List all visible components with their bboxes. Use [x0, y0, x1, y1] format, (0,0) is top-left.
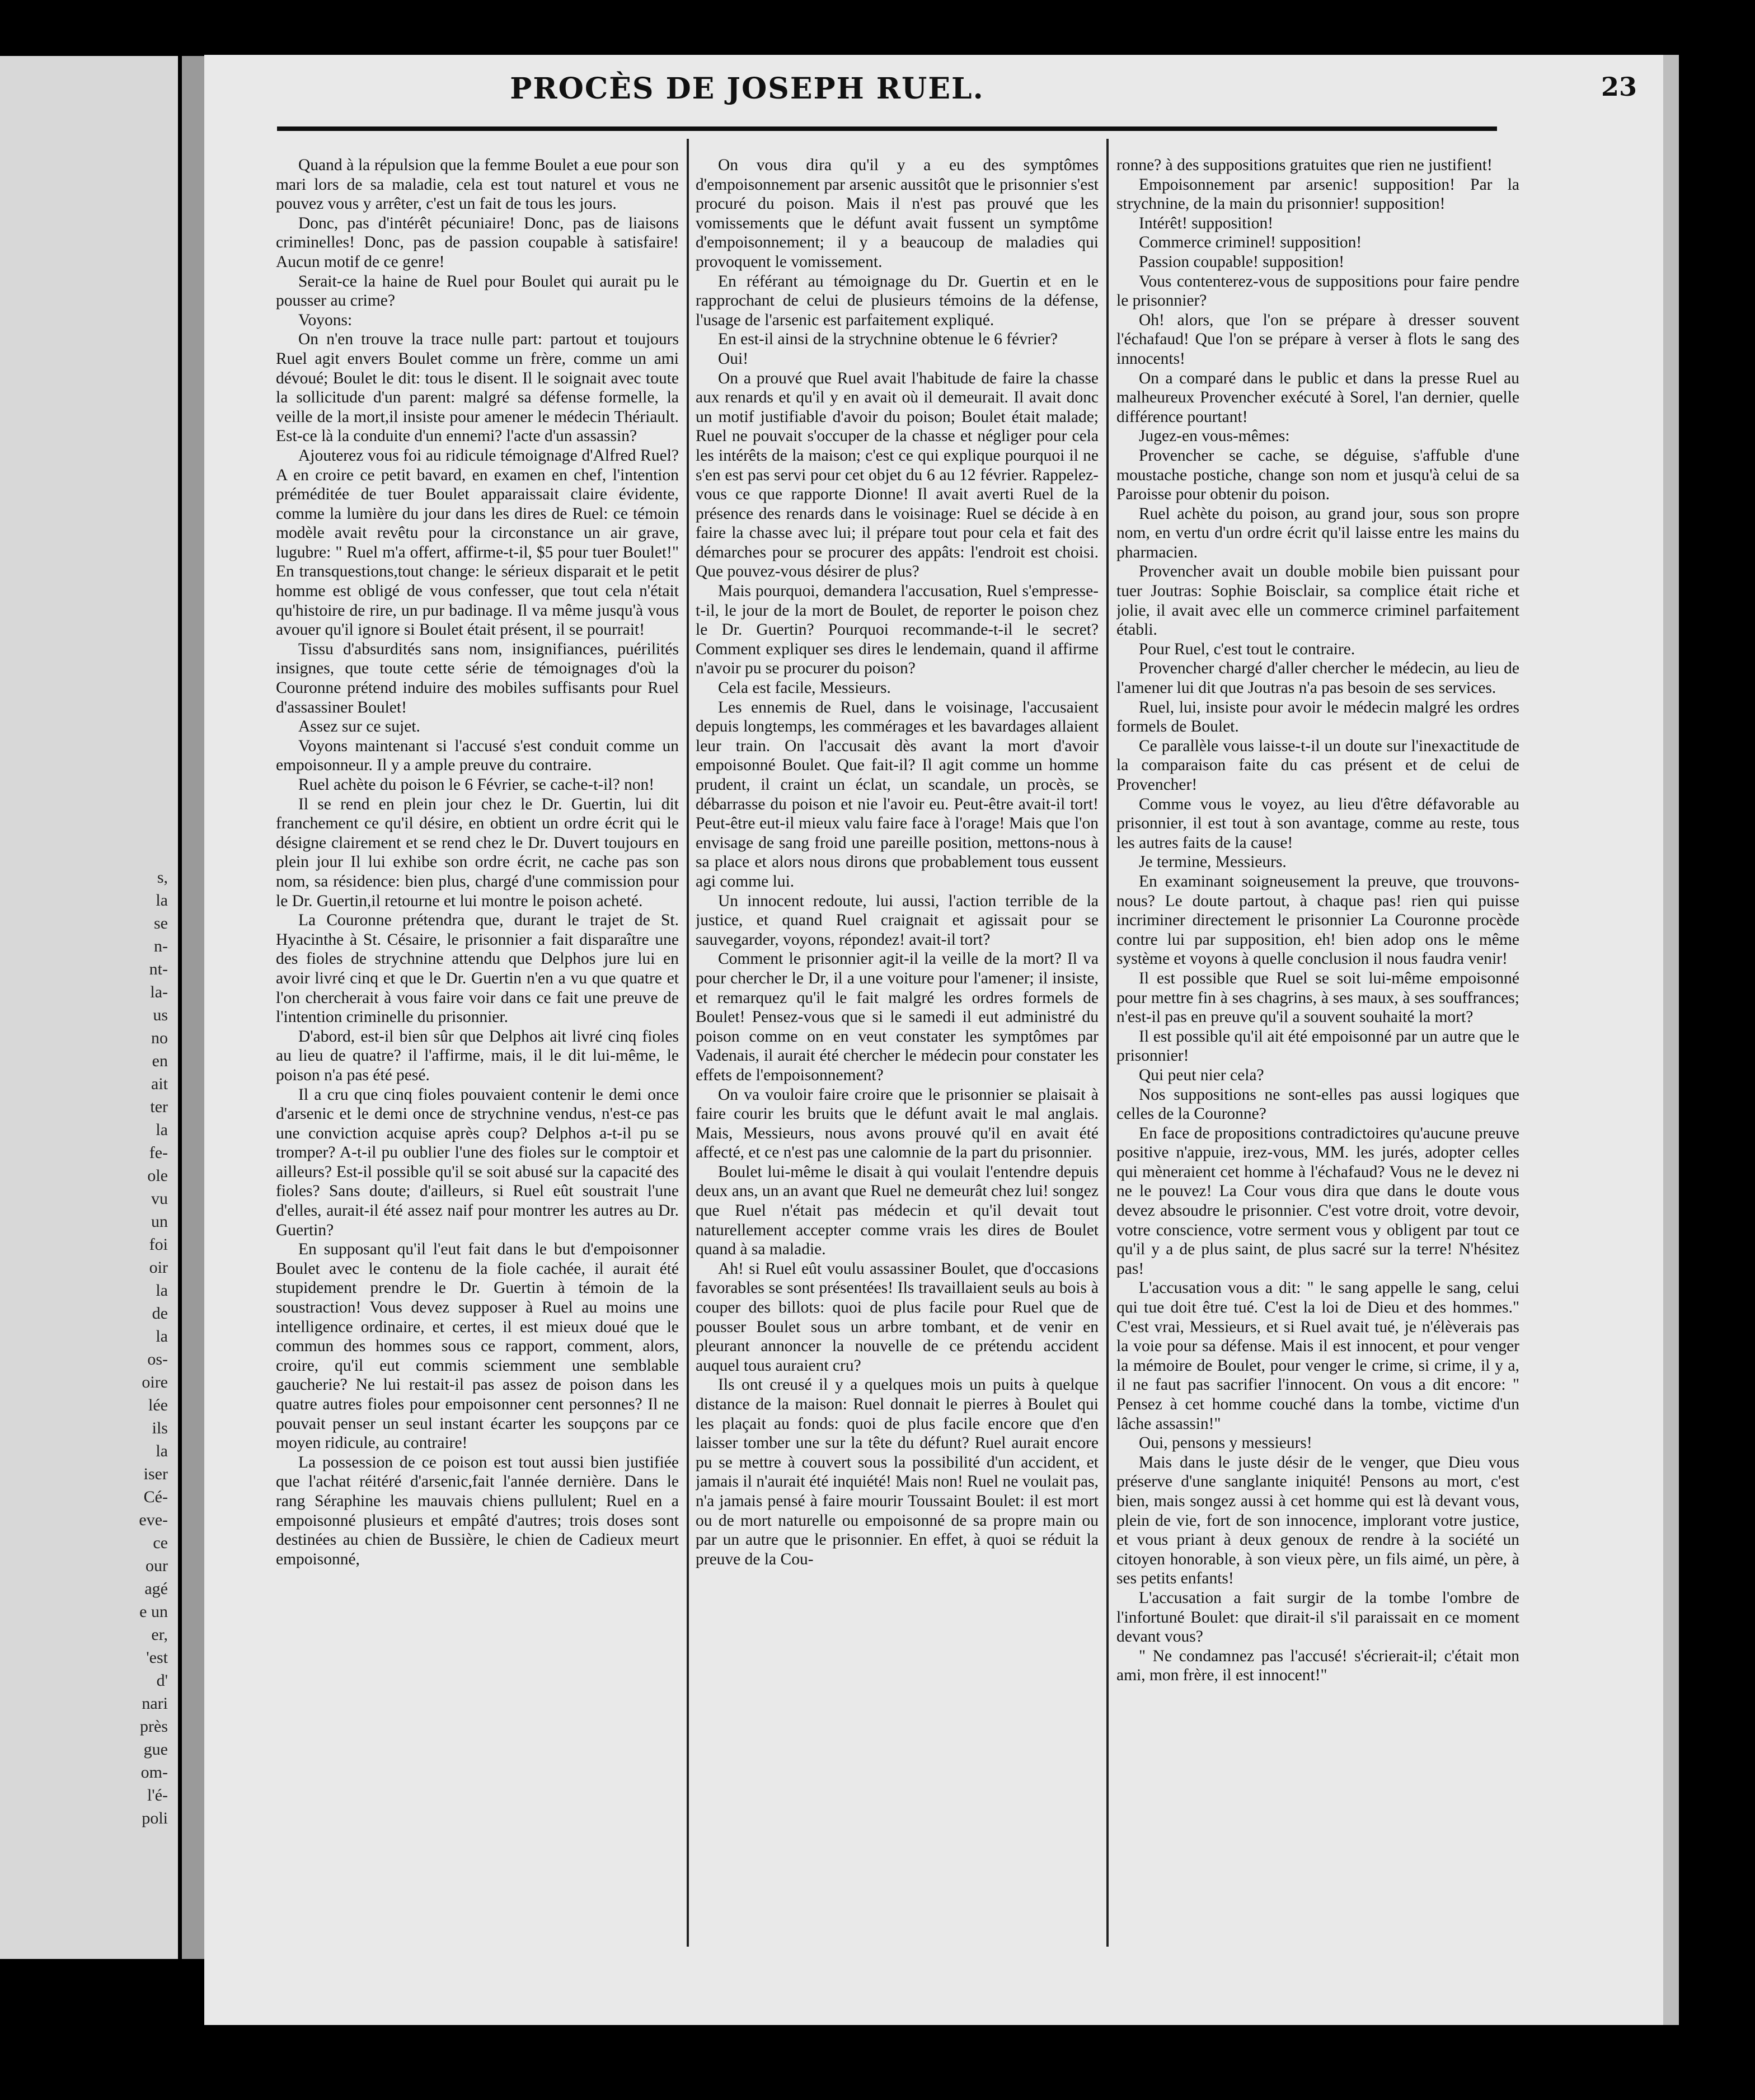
paragraph: La Couronne prétendra que, durant le trajet de St. Hyacinthe à St. Césaire, le prisonnier a fait disparaître une des fioles de strychnine attendu que Delphos jure lui en avoir livré cinq et que le Dr. Guertin n'en a vu que quatre et l'on chercherait à vous faire voir dans ce fait une preuve de l'intention criminelle du prisonnier.: [276, 911, 679, 1026]
paragraph: Oui!: [718, 349, 749, 368]
paragraph: Commerce criminel! supposition!: [1139, 233, 1362, 252]
left-page-fragment: près: [140, 1717, 168, 1736]
column-divider: [1106, 139, 1109, 1947]
paragraph: Intérêt! supposition!: [1139, 214, 1274, 232]
paragraph: Comment le prisonnier agit-il la veille de la mort? Il va pour chercher le Dr, il a une voiture pour l'amener; il insiste, et remarquez qu'il le fait malgré les ordres formels de Boulet! Pensez-vous que si le samedi il eut administré du poison comme on en veut constater les symptômes par Vadenais, il aurait été chercher le médecin pour constater les effets de l'empoisonnement?: [696, 950, 1099, 1084]
page-spine: [182, 56, 204, 1959]
left-page-fragment: ter: [150, 1098, 168, 1116]
left-page-fragment: un: [151, 1212, 168, 1231]
left-page-fragment: gue: [143, 1740, 168, 1759]
paragraph: En face de propositions contradictoires qu'aucune preuve positive n'appuie, irez-vous, MM. les jurés, adopter celles qui mèneraient cet homme à l'échafaud? Vous ne le devez ni ne le pouvez! La Cour vous dira que dans le doute vous devez absoudre le prisonnier. C'est votre droit, votre devoir, votre conscience, votre serment vous y obligent par tout ce qu'il y a de plus saint, de plus sacré sur la terre! N'hésitez pas!: [1116, 1124, 1519, 1278]
left-page-fragment: ils: [152, 1419, 168, 1437]
paragraph: Ajouterez vous foi au ridicule témoignage d'Alfred Ruel? A en croire ce petit bavard, en examen en chef, l'intention préméditée de tuer Boulet apparaissait claire évidente, comme la lumière du jour dans les dires de Ruel: ce témoin modèle avait revêtu pour la circonstance un air grave, lugubre: " Ruel m'a offert, affirme-t-il, $5 pour tuer Boulet!" En transquestions,tout change: le sérieux disparait et le petit homme est obligé de vous confesser, que tout cela n'était qu'histoire de rire, un pur badinage. Il va même jusqu'à vous avouer qu'il ignore si Boulet était présent, il se pourrait!: [276, 446, 679, 639]
paragraph: Ruel achète du poison le 6 Février, se cache-t-il? non!: [298, 776, 655, 794]
left-page-fragment: oire: [142, 1373, 168, 1391]
paragraph: Quand à la répulsion que la femme Boulet a eue pour son mari lors de sa maladie, cela est tout naturel et vous ne pouvez vous y arrêter, c'est un fait de tous les jours.: [276, 156, 679, 213]
left-page-fragment: er,: [151, 1625, 168, 1644]
paragraph: En référant au témoignage du Dr. Guertin et en le rapprochant de celui de plusieurs témoins de la défense, l'usage de l'arsenic est parfaitement expliqué.: [696, 272, 1099, 329]
left-page-fragment: eve-: [139, 1511, 168, 1529]
left-page-fragment: la: [156, 1442, 168, 1460]
paragraph: On n'en trouve la trace nulle part: partout et toujours Ruel agit envers Boulet comme un frère, comme un ami dévoué; Boulet le dit: tous le disent. Il le soignait avec toute la sollicitude d'un parent: malgré sa défense formelle, la veille de la mort,il insiste pour amener le médecin Thériault. Est-ce là la conduite d'un ennemi? l'acte d'un assassin?: [276, 330, 679, 446]
left-page-fragment: no: [151, 1029, 168, 1047]
paragraph: ronne? à des suppositions gratuites que rien ne justifient!: [1116, 156, 1493, 174]
paragraph: Voyons maintenant si l'accusé s'est conduit comme un empoisonneur. Il y a ample preuve du contraire.: [276, 737, 679, 775]
left-page-fragment: oir: [149, 1258, 168, 1277]
paragraph: Voyons:: [298, 311, 353, 329]
paragraph: Mais dans le juste désir de le venger, que Dieu vous préserve d'une sanglante iniquité! Pensons au mort, c'est bien, mais songez aussi à cet homme qui est là devant vous, plein de vie, fort de son innocence, implorant votre justice, et vous priant à deux genoux de rendre à la société un citoyen honorable, à son vieux père, un fils aimé, un père, à ses petits enfants!: [1116, 1453, 1519, 1588]
paragraph: D'abord, est-il bien sûr que Delphos ait livré cinq fioles au lieu de quatre? il l'affirme, mais, il le dit lui-même, le poison n'a pas été pesé.: [276, 1027, 679, 1084]
paragraph: Provencher avait un double mobile bien puissant pour tuer Joutras: Sophie Boisclair, sa complice était riche et jolie, il avait avec elle un commerce criminel parfaitement établi.: [1116, 562, 1519, 639]
left-page-fragment: la: [156, 1327, 168, 1346]
page-number: 23: [1601, 72, 1637, 102]
left-page-fragment: foi: [149, 1235, 168, 1254]
running-title: PROCÈS DE JOSEPH RUEL.: [510, 72, 984, 106]
left-page-fragment: n-: [154, 937, 168, 955]
left-page-fragment: agé: [144, 1579, 168, 1598]
left-page-fragment: Cé-: [143, 1488, 168, 1506]
left-page-fragment: fe-: [149, 1143, 168, 1162]
paragraph: Provencher se cache, se déguise, s'affuble d'une moustache postiche, change son nom et jusqu'à celui de sa Paroisse pour obtenir du poison.: [1116, 446, 1519, 504]
left-page-fragment: ce: [153, 1534, 168, 1552]
paragraph: La possession de ce poison est tout aussi bien justifiée que l'achat réitéré d'arsenic,fait l'année dernière. Dans le rang Séraphine les mauvais chiens pullulent; Ruel en a empoisonné plusieurs et empâté d'autres; trois doses sont destinées au chien de Bussière, le chien de Cadieux meurt empoisonné,: [276, 1453, 679, 1568]
paragraph: Empoisonnement par arsenic! supposition! Par la strychnine, de la main du prisonnier! supposition!: [1116, 175, 1519, 213]
paragraph: On va vouloir faire croire que le prisonnier se plaisait à faire courir les bruits que le défunt avait le mal anglais. Mais, Messieurs, nous avons prouvé qu'il en avait été affecté, et ce n'est pas une calomnie de la part du prisonnier.: [696, 1085, 1099, 1162]
header-rule: [277, 126, 1497, 131]
paragraph: Il est possible qu'il ait été empoisonné par un autre que le prisonnier!: [1116, 1027, 1519, 1065]
paragraph: En examinant soigneusement la preuve, que trouvons-nous? Le doute partout, à chaque pas! rien qui puisse incriminer directement le prisonnier La Couronne procède contre lui par supposition, eh! bien adop ons le même système et voyons à quelle conclusion il nous faudra venir!: [1116, 872, 1519, 968]
paragraph: L'accusation vous a dit: " le sang appelle le sang, celui qui tue doit être tué. C'est la loi de Dieu et des hommes." C'est vrai, Messieurs, et si Ruel avait tué, je n'élèverais pas la voie pour sa défense. Mais il est innocent, et pour venger la mémoire de Boulet, pour venger le crime, si crime, il y a, il ne faut pas sacrifier l'innocent. On vous a dit encore: " Pensez à cet homme couché dans la tombe, victime d'un lâche assassin!": [1116, 1279, 1519, 1433]
paragraph: Ruel achète du poison, au grand jour, sous son propre nom, en vertu d'un ordre écrit qu'il laisse entre les mains du pharmacien.: [1116, 504, 1519, 561]
paragraph: En est-il ainsi de la strychnine obtenue le 6 février?: [718, 330, 1058, 349]
paragraph: Il se rend en plein jour chez le Dr. Guertin, lui dit franchement ce qu'il désire, en obtient un ordre écrit qui le désigne clairement et se rend chez le Dr. Duvert toujours en plein jour Il lui exhibe son ordre écrit, ne cache pas son nom, sa résidence: bien plus, chargé d'une commission pour le Dr. Guertin,il retourne et lui montre le poison acheté.: [276, 795, 679, 910]
paragraph: Les ennemis de Ruel, dans le voisinage, l'accusaient depuis longtemps, les commérages et les bavardages allaient leur train. On l'accusait dès avant la mort d'avoir empoisonné Boulet. Que fait-il? Il agit comme un homme prudent, il craint un éclat, un scandale, un procès, se débarrasse du poison et nie l'avoir eu. Peut-être avait-il tort! Peut-être eut-il mieux valu faire face à l'orage! Mais que l'on envisage de sang froid une pareille position, mettons-nous à sa place et alors nous dirons que probablement tous eussent agi comme lui.: [696, 698, 1099, 890]
left-page-fragment: lée: [148, 1396, 168, 1414]
paragraph: Ce parallèle vous laisse-t-il un doute sur l'inexactitude de la comparaison faite du cas présent et de celui de Provencher!: [1116, 737, 1519, 794]
left-page-edge: [0, 56, 178, 1959]
paragraph: Jugez-en vous-mêmes:: [1139, 427, 1290, 446]
paragraph: Donc, pas d'intérêt pécuniaire! Donc, pas de liaisons criminelles! Donc, pas de passion coupable à satisfaire! Aucun motif de ce genre!: [276, 214, 679, 271]
paragraph: Cela est facile, Messieurs.: [718, 679, 891, 697]
paragraph: En supposant qu'il l'eut fait dans le but d'empoisonner Boulet avec le contenu de la fiole cachée, il aurait été stupidement prendre le Dr. Guertin à témoin de la soustraction! Vous devez supposer à Ruel au moins une intelligence ordinaire, et certes, il est mieux doué que le commun des hommes sous ce rapport, comment, alors, croire, qu'il eut commis sciemment une semblable gaucherie? Ne lui restait-il pas assez de poison dans les quatre autres fioles pour empoisonner cent personnes? Il ne pouvait penser un seul instant écarter les soupçons par ce moyen ridicule, au contraire!: [276, 1240, 679, 1452]
paragraph: Nos suppositions ne sont-elles pas aussi logiques que celles de la Couronne?: [1116, 1085, 1519, 1123]
paragraph: Je termine, Messieurs.: [1139, 853, 1287, 871]
paragraph: Ruel, lui, insiste pour avoir le médecin malgré les ordres formels de Boulet.: [1116, 698, 1519, 736]
paragraph: Il a cru que cinq fioles pouvaient contenir le demi once d'arsenic et le demi once de strychnine vendus, n'est-ce pas une conviction acquise après coup? Delphos a-t-il pu se tromper? A-t-il pu oublier l'une des fioles sur le comptoir et ailleurs? Est-il possible qu'il se soit abusé sur la capacité des fioles? Sans doute; d'ailleurs, si Ruel eût soustrait l'une d'elles, aurait-il été assez naif pour montrer les autres au Dr. Guertin?: [276, 1085, 679, 1239]
column-2: [696, 156, 1099, 1975]
left-page-fragment: s,: [157, 868, 168, 887]
left-page-fragment: la: [156, 1121, 168, 1139]
column-1: [276, 156, 679, 1975]
paragraph: Mais pourquoi, demandera l'accusation, Ruel s'empresse-t-il, le jour de la mort de Boulet, de reporter le poison chez le Dr. Guertin? Pourquoi recommande-t-il le secret? Comment expliquer ses dires le lendemain, quand il affirme n'avoir pu se procurer du poison?: [696, 582, 1099, 678]
left-page-fragment: our: [146, 1557, 168, 1575]
left-page-fragment: us: [153, 1006, 168, 1024]
left-page-fragment: poli: [142, 1809, 168, 1827]
page-right-edge: [1663, 55, 1679, 2025]
paragraph: Vous contenterez-vous de suppositions pour faire pendre le prisonnier?: [1116, 272, 1519, 310]
paragraph: Tissu d'absurdités sans nom, insignifiances, puérilités insignes, que toute cette série de témoignages d'où la Couronne prétend induire des mobiles suffisants pour Ruel d'assassiner Boulet!: [276, 640, 679, 716]
paragraph: Assez sur ce sujet.: [298, 718, 420, 736]
left-page-fragment: nari: [142, 1694, 168, 1713]
left-page-fragment: la: [156, 1281, 168, 1300]
left-page-fragment: la-: [150, 983, 168, 1001]
paragraph: Boulet lui-même le disait à qui voulait l'entendre depuis deux ans, un an avant que Ruel ne demeurât chez lui! songez que Ruel n'était pas médecin et qu'il devait tout naturellement accepter comme vrais les dires de Boulet quand à sa maladie.: [696, 1162, 1099, 1259]
column-3: [1116, 156, 1519, 1975]
left-page-fragment: ole: [147, 1166, 168, 1185]
left-page-fragment: os-: [147, 1350, 168, 1368]
paragraph: Pour Ruel, c'est tout le contraire.: [1139, 640, 1355, 658]
column-divider: [687, 139, 689, 1947]
paragraph: Provencher chargé d'aller chercher le médecin, au lieu de l'amener lui dit que Joutras n'a pas besoin de ses services.: [1116, 659, 1519, 697]
page: [204, 55, 1679, 2025]
left-page-fragment: iser: [143, 1465, 168, 1483]
left-page-fragment: la: [156, 891, 168, 910]
left-page-fragment: en: [152, 1052, 168, 1070]
paragraph: Comme vous le voyez, au lieu d'être défavorable au prisonnier, il est tout à son avantage, comme au reste, tous les autres faits de la cause!: [1116, 795, 1519, 852]
paragraph: L'accusation a fait surgir de la tombe l'ombre de l'infortuné Boulet: que dirait-il s'il paraissait en ce moment devant vous?: [1116, 1588, 1519, 1646]
left-page-fragment: vu: [151, 1189, 168, 1208]
left-page-fragment: 'est: [146, 1648, 168, 1667]
left-page-fragment: om-: [140, 1763, 168, 1782]
paragraph: On a prouvé que Ruel avait l'habitude de faire la chasse aux renards et qu'il y en avait où il demeurait. Il avait donc un motif justifiable d'avoir du poison; Boulet était malade; Ruel ne pouvait s'occuper de la chasse et négliger pour cela les intérêts de la maison; c'est ce qui explique pourquoi il ne s'en est pas servi pour cet objet du 6 au 12 février. Rappelez-vous ce que rapporte Dionne! Il avait averti Ruel de la présence des renards dans le voisinage: Ruel se décide à en faire la chasse avec lui; il prépare tout pour cela et fait des démarches pour se procurer des appâts: l'endroit est choisi. Que pouvez-vous désirer de plus?: [696, 369, 1099, 581]
paragraph: Ah! si Ruel eût voulu assassiner Boulet, que d'occasions favorables se sont présentées! Ils travaillaient seuls au bois à couper des billots: quoi de plus facile pour Ruel que de pousser Boulet sous un arbre tombant, et de venir en pleurant annoncer la nouvelle de ce prétendu accident auquel tous auraient cru?: [696, 1259, 1099, 1375]
left-page-fragment: se: [154, 914, 168, 932]
paragraph: On a comparé dans le public et dans la presse Ruel au malheureux Provencher exécuté à Sorel, l'an dernier, quelle différence pourtant!: [1116, 369, 1519, 426]
paragraph: Passion coupable! supposition!: [1139, 252, 1345, 271]
left-page-fragment: e un: [139, 1602, 168, 1621]
paragraph: Serait-ce la haine de Ruel pour Boulet qui aurait pu le pousser au crime?: [276, 272, 679, 310]
left-page-fragment: de: [152, 1304, 168, 1323]
left-page-fragment: ait: [151, 1075, 168, 1093]
paragraph: Il est possible que Ruel se soit lui-même empoisonné pour mettre fin à ses chagrins, à ses maux, à ses souffrances; n'est-il pas en preuve qu'il a souvent souhaité la mort?: [1116, 969, 1519, 1026]
paragraph: On vous dira qu'il y a eu des symptômes d'empoisonnement par arsenic aussitôt que le prisonnier s'est procuré du poison. Mais il n'est pas prouvé que les vomissements que le défunt avait fussent un symptôme d'empoisonnement; il y a beaucoup de maladies qui provoquent le vomissement.: [696, 156, 1099, 271]
left-page-fragment: l'é-: [147, 1786, 168, 1804]
paragraph: Un innocent redoute, lui aussi, l'action terrible de la justice, et quand Ruel craignait et agissait pour se sauvegarder, voyons, répondez! avait-il tort?: [696, 892, 1099, 949]
left-page-fragment: d': [156, 1671, 168, 1690]
left-page-fragment: nt-: [149, 960, 168, 978]
paragraph: Oui, pensons y messieurs!: [1139, 1434, 1312, 1452]
paragraph: Qui peut nier cela?: [1139, 1066, 1264, 1084]
paragraph: " Ne condamnez pas l'accusé! s'écrierait-il; c'était mon ami, mon frère, il est innocent!": [1116, 1647, 1519, 1685]
paragraph: Ils ont creusé il y a quelques mois un puits à quelque distance de la maison: Ruel donnait le pierres à Boulet qui les plaçait au fonds: quoi de plus facile encore que d'en laisser tomber une sur la tête du défunt? Ruel aurait encore pu se mettre à couvert sous la possibilité d'un accident, et jamais il n'aurait été inquiété! Mais non! Ruel ne voulait pas, n'a jamais pensé à faire mourir Toussaint Boulet: il est mort ou de mort naturelle ou empoisonné de sa propre main ou par un autre que le prisonnier. En effet, à quoi se réduit la preuve de la Cou-: [696, 1376, 1099, 1568]
paragraph: Oh! alors, que l'on se prépare à dresser souvent l'échafaud! Que l'on se prépare à verser à flots le sang des innocents!: [1116, 311, 1519, 368]
